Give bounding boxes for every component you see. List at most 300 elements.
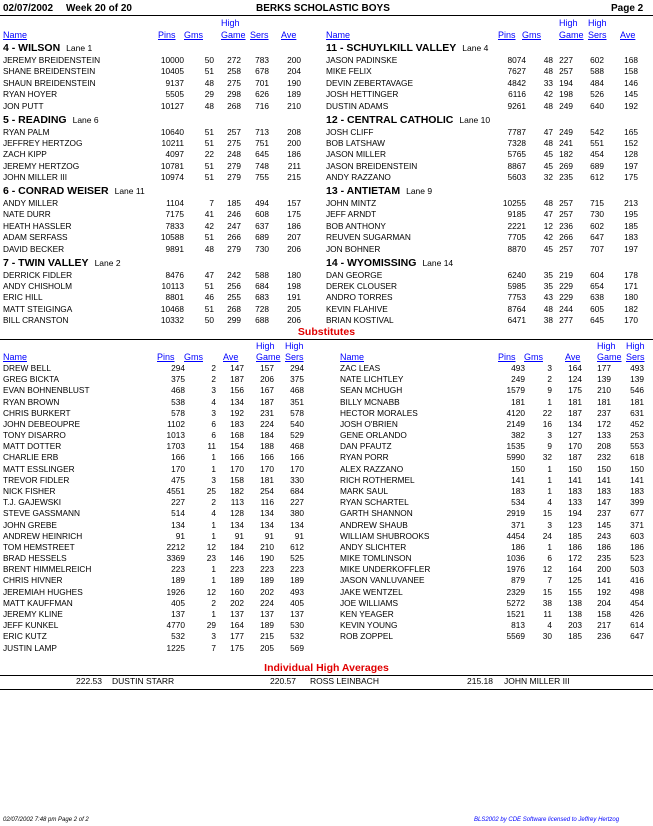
player-average: 171 [624,280,638,291]
sub-name: ANDREW HEINRICH [3,530,83,541]
sub-name: JEREMY KLINE [3,608,63,619]
player-row [3,149,303,160]
player-high-game: 268 [227,303,241,314]
sub-high-series: 91 [294,530,304,541]
substitute-row [3,598,305,609]
sub-high-game: 232 [597,452,611,463]
player-average: 190 [287,77,301,88]
player-average: 189 [287,89,301,100]
sub-high-series: 294 [290,363,304,373]
sub-high-game: 224 [260,418,274,429]
player-average: 186 [287,149,301,160]
sub-high-game: 91 [264,530,274,541]
player-row [3,198,303,209]
substitute-row [3,620,305,631]
sub-average: 187 [230,374,244,385]
sub-name: MIKE UNDERKOFFLER [340,564,431,575]
player-games: 22 [204,149,214,160]
player-pins: 5505 [165,89,184,100]
player-high-series: 715 [590,198,604,208]
player-high-series: 701 [255,77,269,88]
player-pins: 8870 [507,243,526,254]
player-row [3,292,303,303]
player-average: 191 [287,292,301,303]
sub-high-game: 167 [260,385,274,396]
sub-name: MATT KAUFFMAN [3,597,73,608]
player-name: JASON BREIDENSTEIN [326,160,418,171]
substitute-row [340,385,645,396]
player-high-series: 640 [590,100,604,111]
substitute-row [340,475,645,486]
player-pins: 8476 [165,269,184,280]
sub-high-series: 405 [290,597,304,608]
player-name: SHANE BREIDENSTEIN [3,66,96,77]
player-row [326,78,650,89]
player-games: 51 [204,172,214,183]
sub-pins: 249 [511,374,525,385]
sub-high-series: 532 [290,631,304,642]
sub-name: TREVOR FIDLER [3,474,70,485]
sub-average: 138 [568,608,582,619]
player-average: 206 [287,243,301,254]
sub-average: 91 [234,530,244,541]
player-average: 186 [287,220,301,231]
sub-games: 3 [211,474,216,485]
sub-high-game: 183 [597,485,611,496]
sub-games: 23 [206,553,216,564]
player-row [3,315,303,326]
substitute-row [3,609,305,620]
sub-average: 187 [568,452,582,463]
player-name: JASON PADINSKE [326,55,398,65]
player-high-series: 604 [590,269,604,280]
player-high-series: 728 [255,303,269,314]
player-pins: 7787 [507,126,526,137]
col-gms: Gms [524,352,543,362]
substitute-row [3,475,305,486]
player-high-game: 279 [227,160,241,171]
player-games: 35 [543,269,553,280]
player-high-series: 454 [590,149,604,160]
player-average: 200 [287,55,301,65]
player-high-game: 182 [559,149,573,160]
col-gms: Gms [184,352,203,362]
high-averages-title: Individual High Averages [264,662,389,674]
substitute-row [3,430,305,441]
player-high-series: 755 [255,172,269,183]
sub-average: 113 [230,497,244,508]
sub-high-game: 189 [260,620,274,631]
sub-high-game: 170 [260,463,274,474]
sub-high-series: 677 [630,508,644,519]
substitute-row [340,363,645,374]
player-average: 180 [624,292,638,303]
sub-name: RYAN SCHARTEL [340,497,409,508]
player-high-series: 730 [255,243,269,254]
sub-name: BRENT HIMMELREICH [3,564,92,575]
player-average: 198 [287,280,301,291]
player-games: 48 [204,243,214,254]
col-high-label: High [559,18,578,28]
sub-high-series: 631 [630,407,644,418]
player-high-series: 730 [590,209,604,220]
sub-high-game: 150 [597,463,611,474]
sub-average: 223 [230,564,244,575]
player-high-series: 751 [255,137,269,148]
sub-name: JEREMIAH HUGHES [3,586,83,597]
sub-high-series: 603 [630,530,644,541]
sub-high-series: 530 [290,620,304,631]
team-name: 5 - READING [3,113,67,126]
sub-name: HECTOR MORALES [340,407,418,418]
player-high-series: 689 [590,160,604,171]
player-games: 42 [204,220,214,231]
sub-name: TONY DISARRO [3,430,66,441]
player-high-series: 608 [255,209,269,220]
sub-high-game: 237 [597,407,611,418]
player-games: 47 [204,269,214,280]
sub-high-series: 253 [630,430,644,441]
player-name: DEVIN ZEBERTAVAGE [326,77,413,88]
player-name: ADAM SERFASS [3,232,68,243]
sub-high-game: 210 [260,541,274,552]
player-row [326,315,650,326]
sub-pins: 183 [511,485,525,496]
sub-high-game: 187 [260,396,274,407]
sub-name: MATT ESSLINGER [3,463,75,474]
player-average: 165 [624,126,638,137]
player-high-game: 257 [227,126,241,137]
sub-high-game: 236 [597,631,611,642]
player-average: 128 [624,149,638,160]
sub-average: 177 [230,631,244,642]
player-games: 48 [204,100,214,111]
sub-name: RYAN BROWN [3,396,60,407]
sub-average: 160 [230,586,244,597]
sub-games: 12 [542,564,552,575]
sub-average: 154 [230,441,244,452]
substitute-row [340,620,645,631]
team-name: 7 - TWIN VALLEY [3,256,89,269]
player-row [3,127,303,138]
substitute-row [3,631,305,642]
player-row [326,221,650,232]
page-number: Page 2 [611,3,644,14]
sub-average: 128 [230,508,244,519]
sub-average: 134 [568,418,582,429]
substitute-row [340,553,645,564]
sub-pins: 1036 [506,553,525,564]
col-ave: Ave [620,30,636,40]
player-high-game: 257 [559,66,573,77]
sub-name: DREW BELL [3,363,51,373]
sub-high-series: 375 [290,374,304,385]
sub-high-game: 145 [597,519,611,530]
sub-name: ANDY SLICHTER [340,541,407,552]
sub-pins: 1703 [166,441,185,452]
player-games: 50 [204,315,214,326]
sub-high-game: 192 [597,586,611,597]
substitute-row [340,520,645,531]
sub-high-series: 540 [290,418,304,429]
player-games: 12 [543,220,553,231]
sub-name: JOE WILLIAMS [340,597,399,608]
sub-games: 3 [211,407,216,418]
sub-games: 6 [211,418,216,429]
player-games: 41 [204,209,214,220]
team-title [326,42,488,54]
sub-games: 24 [542,530,552,541]
substitute-row [3,643,305,654]
player-high-game: 266 [559,232,573,243]
sub-games: 2 [211,497,216,508]
player-high-game: 275 [227,137,241,148]
sub-games: 11 [207,441,216,452]
substitutes-title: Substitutes [297,326,356,338]
sub-games: 7 [547,575,552,586]
sub-games: 3 [211,385,216,396]
sub-average: 127 [568,430,582,441]
col-high-label: High [597,341,616,351]
sub-pins: 134 [171,519,185,530]
col-name: Name [3,30,28,40]
player-high-series: 612 [590,172,604,183]
substitute-row [340,531,645,542]
sub-high-series: 553 [630,441,644,452]
player-row [326,127,650,138]
col-high-label: High [588,18,607,28]
player-games: 42 [543,89,553,100]
sub-name: BILLY MCNABB [340,396,400,407]
player-row [3,281,303,292]
player-average: 157 [287,198,301,208]
sub-games: 3 [547,519,552,530]
player-average: 208 [287,126,301,137]
player-name: JOSH HETTINGER [326,89,399,100]
sub-games: 1 [211,530,216,541]
player-pins: 4097 [165,149,184,160]
substitute-row [340,631,645,642]
player-games: 51 [204,160,214,171]
player-games: 48 [204,77,214,88]
player-high-game: 229 [559,292,573,303]
sub-average: 175 [230,642,244,653]
player-high-series: 678 [255,66,269,77]
sub-high-series: 523 [630,553,644,564]
sub-games: 1 [211,452,216,463]
substitutes-divider [0,339,653,340]
player-name: DERRICK FIDLER [3,269,73,280]
player-name: HEATH HASSLER [3,220,72,231]
substitute-row [340,486,645,497]
player-pins: 7753 [507,292,526,303]
sub-high-series: 503 [630,564,644,575]
player-name: ERIC HILL [3,292,43,303]
player-pins: 8074 [507,55,526,65]
player-games: 42 [543,232,553,243]
sub-high-game: 223 [260,564,274,575]
sub-name: JASON VANLUVANEE [340,575,425,586]
player-pins: 10000 [160,55,184,65]
sub-high-series: 223 [290,564,304,575]
sub-pins: 1225 [166,642,185,653]
sub-pins: 1102 [167,418,185,429]
player-average: 183 [624,232,638,243]
sub-pins: 2919 [506,508,525,519]
sub-pins: 534 [511,497,525,508]
sub-name: JAKE WENTZEL [340,586,403,597]
sub-pins: 141 [511,474,525,485]
player-name: DUSTIN ADAMS [326,100,389,111]
player-games: 48 [543,55,553,65]
sub-high-game: 116 [260,497,274,508]
team-lane: Lane 1 [66,43,93,53]
team-name: 12 - CENTRAL CATHOLIC [326,113,454,126]
team-title [326,257,453,269]
sub-high-series: 141 [630,474,644,485]
player-name: NATE DURR [3,209,51,220]
player-pins: 10211 [161,137,184,148]
col-name: Name [326,30,351,40]
sub-games: 1 [547,474,552,485]
player-pins: 9185 [507,209,526,220]
sub-high-series: 468 [290,385,304,396]
player-games: 33 [543,77,553,88]
player-name: ZACH KIPP [3,149,47,160]
player-name: MATT STEIGINGA [3,303,73,314]
sub-high-series: 416 [630,575,644,586]
col-pins: Pins [498,352,516,362]
player-pins: 7328 [507,137,526,148]
player-row [326,138,650,149]
sub-pins: 189 [171,575,185,586]
substitute-row [340,587,645,598]
player-average: 210 [287,100,301,111]
substitute-row [3,397,305,408]
team-lane: Lane 11 [114,186,145,196]
col-ave: Ave [223,352,239,362]
player-pins: 10405 [160,66,184,77]
substitute-row [3,419,305,430]
player-name: BOB ANTHONY [326,220,386,231]
sub-high-series: 181 [630,396,644,407]
player-pins: 8764 [507,303,526,314]
player-games: 45 [543,149,553,160]
player-pins: 9137 [165,77,184,88]
sub-average: 170 [568,441,582,452]
player-high-series: 654 [590,280,604,291]
sub-average: 166 [230,452,244,463]
player-pins: 2221 [507,220,526,231]
player-pins: 5765 [507,149,526,160]
sub-high-game: 166 [260,452,274,463]
player-high-series: 684 [255,280,269,291]
player-row [3,66,303,77]
sub-average: 123 [568,519,582,530]
player-pins: 6116 [508,89,526,100]
player-pins: 10588 [160,232,184,243]
col-sers: Sers [588,30,607,40]
player-high-series: 716 [255,100,269,111]
player-high-game: 279 [227,172,241,183]
sub-games: 16 [542,418,552,429]
sub-high-game: 184 [260,430,274,441]
sub-pins: 4454 [506,530,525,541]
sub-name: RICH ROTHERMEL [340,474,415,485]
player-games: 51 [204,303,214,314]
substitute-row [340,408,645,419]
player-name: JOSH CLIFF [326,126,374,137]
sub-high-game: 172 [597,418,611,429]
high-averages-bottom-rule [0,689,653,690]
player-games: 48 [543,198,553,208]
player-row [3,89,303,100]
sub-games: 3 [547,430,552,441]
sub-name: TOM HEMSTREET [3,541,75,552]
player-high-game: 185 [227,198,241,208]
sub-average: 125 [568,575,582,586]
sub-name: MARK SAUL [340,485,388,496]
player-row [326,281,650,292]
sub-games: 2 [211,363,216,373]
sub-high-game: 235 [597,553,611,564]
player-high-game: 279 [227,243,241,254]
player-high-game: 194 [559,77,573,88]
sub-average: 181 [568,396,582,407]
player-pins: 7833 [165,220,184,231]
sub-high-series: 618 [630,452,644,463]
player-row [3,244,303,255]
player-row [326,304,650,315]
sub-high-game: 200 [597,564,611,575]
player-pins: 10781 [160,160,184,171]
sub-average: 183 [230,418,244,429]
team-title [326,185,432,197]
sub-high-game: 217 [597,620,611,631]
sub-high-series: 186 [630,541,644,552]
sub-average: 137 [230,608,244,619]
sub-high-series: 183 [630,485,644,496]
sub-pins: 5990 [506,452,525,463]
col-pins: Pins [157,352,175,362]
sub-pins: 375 [171,374,185,385]
sub-high-series: 578 [290,407,304,418]
sub-high-game: 254 [260,485,274,496]
col-ave: Ave [565,352,581,362]
team-title [3,185,145,197]
player-games: 51 [204,280,214,291]
player-high-game: 219 [559,269,573,280]
substitute-row [340,542,645,553]
team-title [3,42,92,54]
player-high-series: 645 [590,315,604,326]
sub-high-game: 181 [260,474,274,485]
player-high-game: 266 [227,232,241,243]
team-name: 13 - ANTIETAM [326,185,401,197]
player-high-series: 683 [255,292,269,303]
sub-high-game: 139 [597,374,611,385]
substitute-row [3,553,305,564]
player-high-series: 526 [590,89,604,100]
sub-games: 1 [547,463,552,474]
sub-high-series: 498 [630,586,644,597]
sub-high-game: 157 [260,363,274,373]
player-row [326,89,650,100]
sub-name: JEFF KUNKEL [3,620,59,631]
sub-average: 164 [230,620,244,631]
sub-pins: 514 [171,508,185,519]
sub-name: ZAC LEAS [340,363,381,373]
